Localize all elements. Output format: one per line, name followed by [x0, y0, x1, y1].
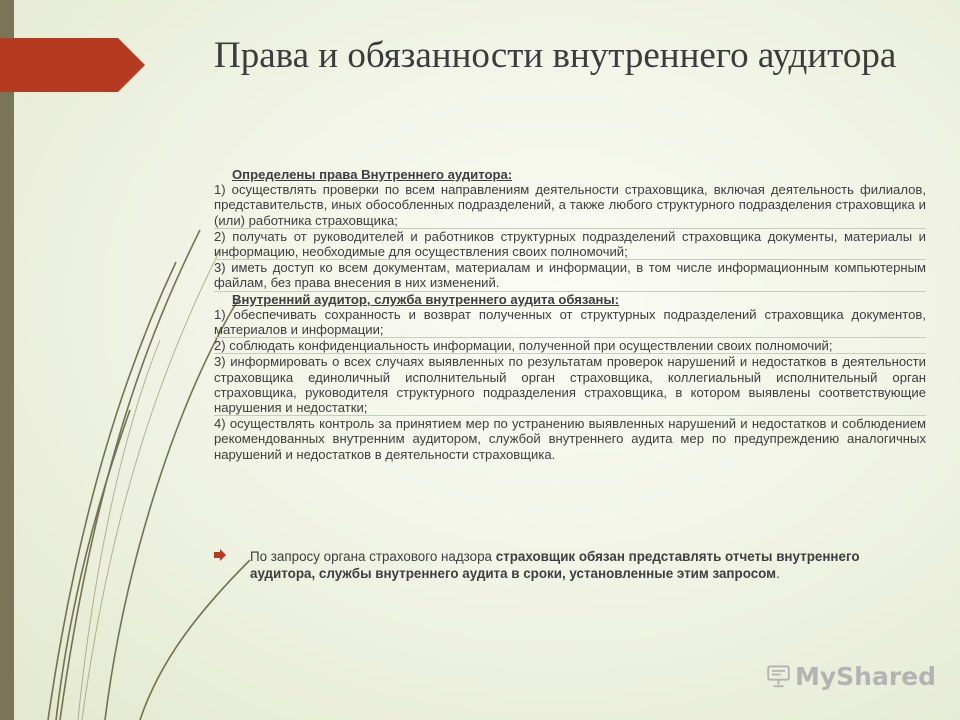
presentation-icon — [766, 659, 791, 693]
slide-content — [214, 167, 926, 462]
note-suffix: . — [776, 566, 780, 581]
rights-item-3: 3) иметь доступ ко всем документам, материалам и информации, в том числе информационным компьютерным файлам, без права внесения в них изменений. — [214, 260, 926, 291]
duties-heading: Внутренний аудитор, служба внутреннего аудита обязаны: — [232, 291, 619, 307]
duties-item-1: 1) обеспечивать сохранность и возврат полученных от структурных подразделений страховщика документов, материалов и информации; — [214, 306, 926, 338]
duties-item-4: 4) осуществлять контроль за принятием мер по устранению выявленных нарушений и недостатков и соблюдением рекомендованных внутренним аудитором, службой внутреннего аудита мер по предупреждению аналогичных нарушений и недостатков в деятельности страховщика. — [214, 416, 926, 462]
watermark-text: MyShared — [794, 661, 936, 691]
note-text — [250, 548, 894, 582]
note-paragraph — [214, 548, 894, 582]
rights-heading: Определены права Внутреннего аудитора: — [232, 167, 513, 182]
duties-item-2: 2) соблюдать конфиденциальность информации, полученной при осуществлении своих полномочий; — [214, 338, 926, 354]
duties-item-3: 3) информировать о всех случаях выявленных по результатам проверок нарушений и недостатков в деятельности страховщика единоличный исполнительный орган страховщика, коллегиальный исполнительный орган страховщика, руководителя структурного подразделения страховщика, в котором выявлены соответствующие нарушения и недостатки; — [214, 354, 926, 416]
arrow-bullet-icon — [214, 549, 226, 561]
title-accent-tab — [0, 38, 145, 92]
slide-title: Права и обязанности внутреннего аудитора — [214, 35, 897, 76]
note-prefix: По запросу органа страхового надзора — [250, 549, 496, 564]
rights-item-2: 2) получать от руководителей и работников структурных подразделений страховщика документы, материалы и информацию, необходимые для осуществления своих полномочий; — [214, 228, 926, 260]
myshared-watermark — [766, 654, 936, 698]
rights-item-1: 1) осуществлять проверки по всем направлениям деятельности страховщика, включая деятельность филиалов, представительств, иных обособленных подразделений, а также любого структурного подразделения страховщика и (или) работника страховщика; — [214, 182, 926, 228]
note-bold: страховщик обязан представлять отчеты внутреннего аудитора, службы внутреннего аудита в сроки, установленные этим запросом — [250, 549, 860, 581]
